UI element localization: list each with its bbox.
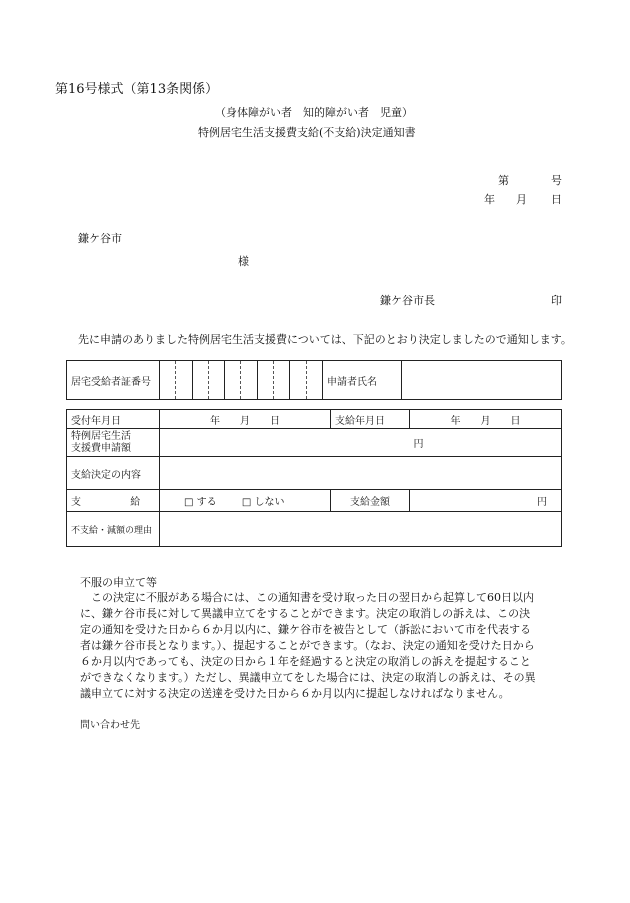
sender-name: 鎌ケ谷市長 [380, 294, 435, 307]
rejection-reason-label: 不支給・減額の理由 [67, 512, 160, 547]
received-date-value: 年 月 日 [160, 410, 331, 429]
recipient-honorific: 様 [238, 255, 249, 268]
payment-label [67, 490, 160, 512]
cert-number-cells [160, 361, 323, 400]
appeal-line: 者は鎌ケ谷市長となります。）、提起することができます。（なお、決定の通知を受けた日から [80, 639, 535, 652]
applicant-name-value [402, 361, 562, 400]
payment-amount-label: 支給金額 [331, 490, 410, 512]
doc-number-go: 号 [551, 174, 562, 187]
decision-content-value [160, 457, 562, 490]
seal-mark: 印 [551, 294, 562, 307]
rejection-reason-value [160, 512, 562, 547]
decision-content-label: 支給決定の内容 [67, 457, 160, 490]
option-yes-checkbox[interactable]: □ する [184, 497, 217, 508]
appeal-line: ができなくなります。）ただし、異議申立てをした場合には、決定の取消しの訴えは、その異 [80, 671, 536, 684]
payment-options [160, 490, 331, 512]
appeal-line: 定の通知を受けた日から６か月以内に、鎌ケ谷市を被告として（訴訟において市を代表する [80, 623, 531, 636]
cert-number-label: 居宅受給者証番号 [67, 361, 160, 400]
date-year: 年 [484, 193, 495, 206]
appeal-line: に、鎌ケ谷市長に対して異議申立てをすることができます。決定の取消しの訴えは、この決 [80, 607, 531, 620]
appeal-body [80, 590, 572, 702]
pay-date-label: 支給年月日 [331, 410, 410, 429]
form-number: 第16号様式（第13条関係） [55, 82, 219, 97]
applicant-name-label: 申請者氏名 [323, 361, 402, 400]
appeal-line: ６か月以内であっても、決定の日から１年を経過すると決定の取消しの訴えを提起すること [80, 655, 531, 668]
date-month: 月 [516, 193, 527, 206]
recipient-address: 鎌ケ谷市 [78, 232, 122, 245]
received-date-label: 受付年月日 [67, 410, 160, 429]
decision-table [66, 409, 562, 547]
categories: （身体障がい者 知的障がい者 児童） [215, 106, 413, 119]
requested-amount-label-line2: 支援費申請額 [71, 442, 131, 454]
pay-date-value: 年 月 日 [410, 410, 562, 429]
appeal-heading: 不服の申立て等 [80, 576, 157, 589]
requested-amount-label-line1: 特例居宅生活 [71, 430, 131, 442]
certificate-table [66, 360, 562, 400]
doc-number-dai: 第 [498, 174, 509, 187]
contact-label: 問い合わせ先 [80, 720, 140, 731]
option-no-checkbox[interactable]: □ しない [241, 497, 285, 508]
appeal-line: 議申立てに対する決定の送達を受けた日から６か月以内に提起しなければなりません。 [80, 687, 510, 700]
intro-text: 先に申請のありました特例居宅生活支援費については、下記のとおり決定しましたので通知します。 [78, 333, 572, 346]
requested-amount-label [67, 429, 160, 457]
document-title: 特例居宅生活支援費支給(不支給)決定通知書 [198, 126, 416, 139]
payment-label-2: 給 [130, 497, 141, 508]
payment-amount-value: 円 [410, 490, 562, 512]
requested-amount-value: 円 [160, 429, 562, 457]
date-day: 日 [551, 193, 562, 206]
payment-label-1: 支 [71, 497, 81, 508]
appeal-line: この決定に不服がある場合には、この通知書を受け取った日の翌日から起算して60日以内 [80, 591, 534, 604]
